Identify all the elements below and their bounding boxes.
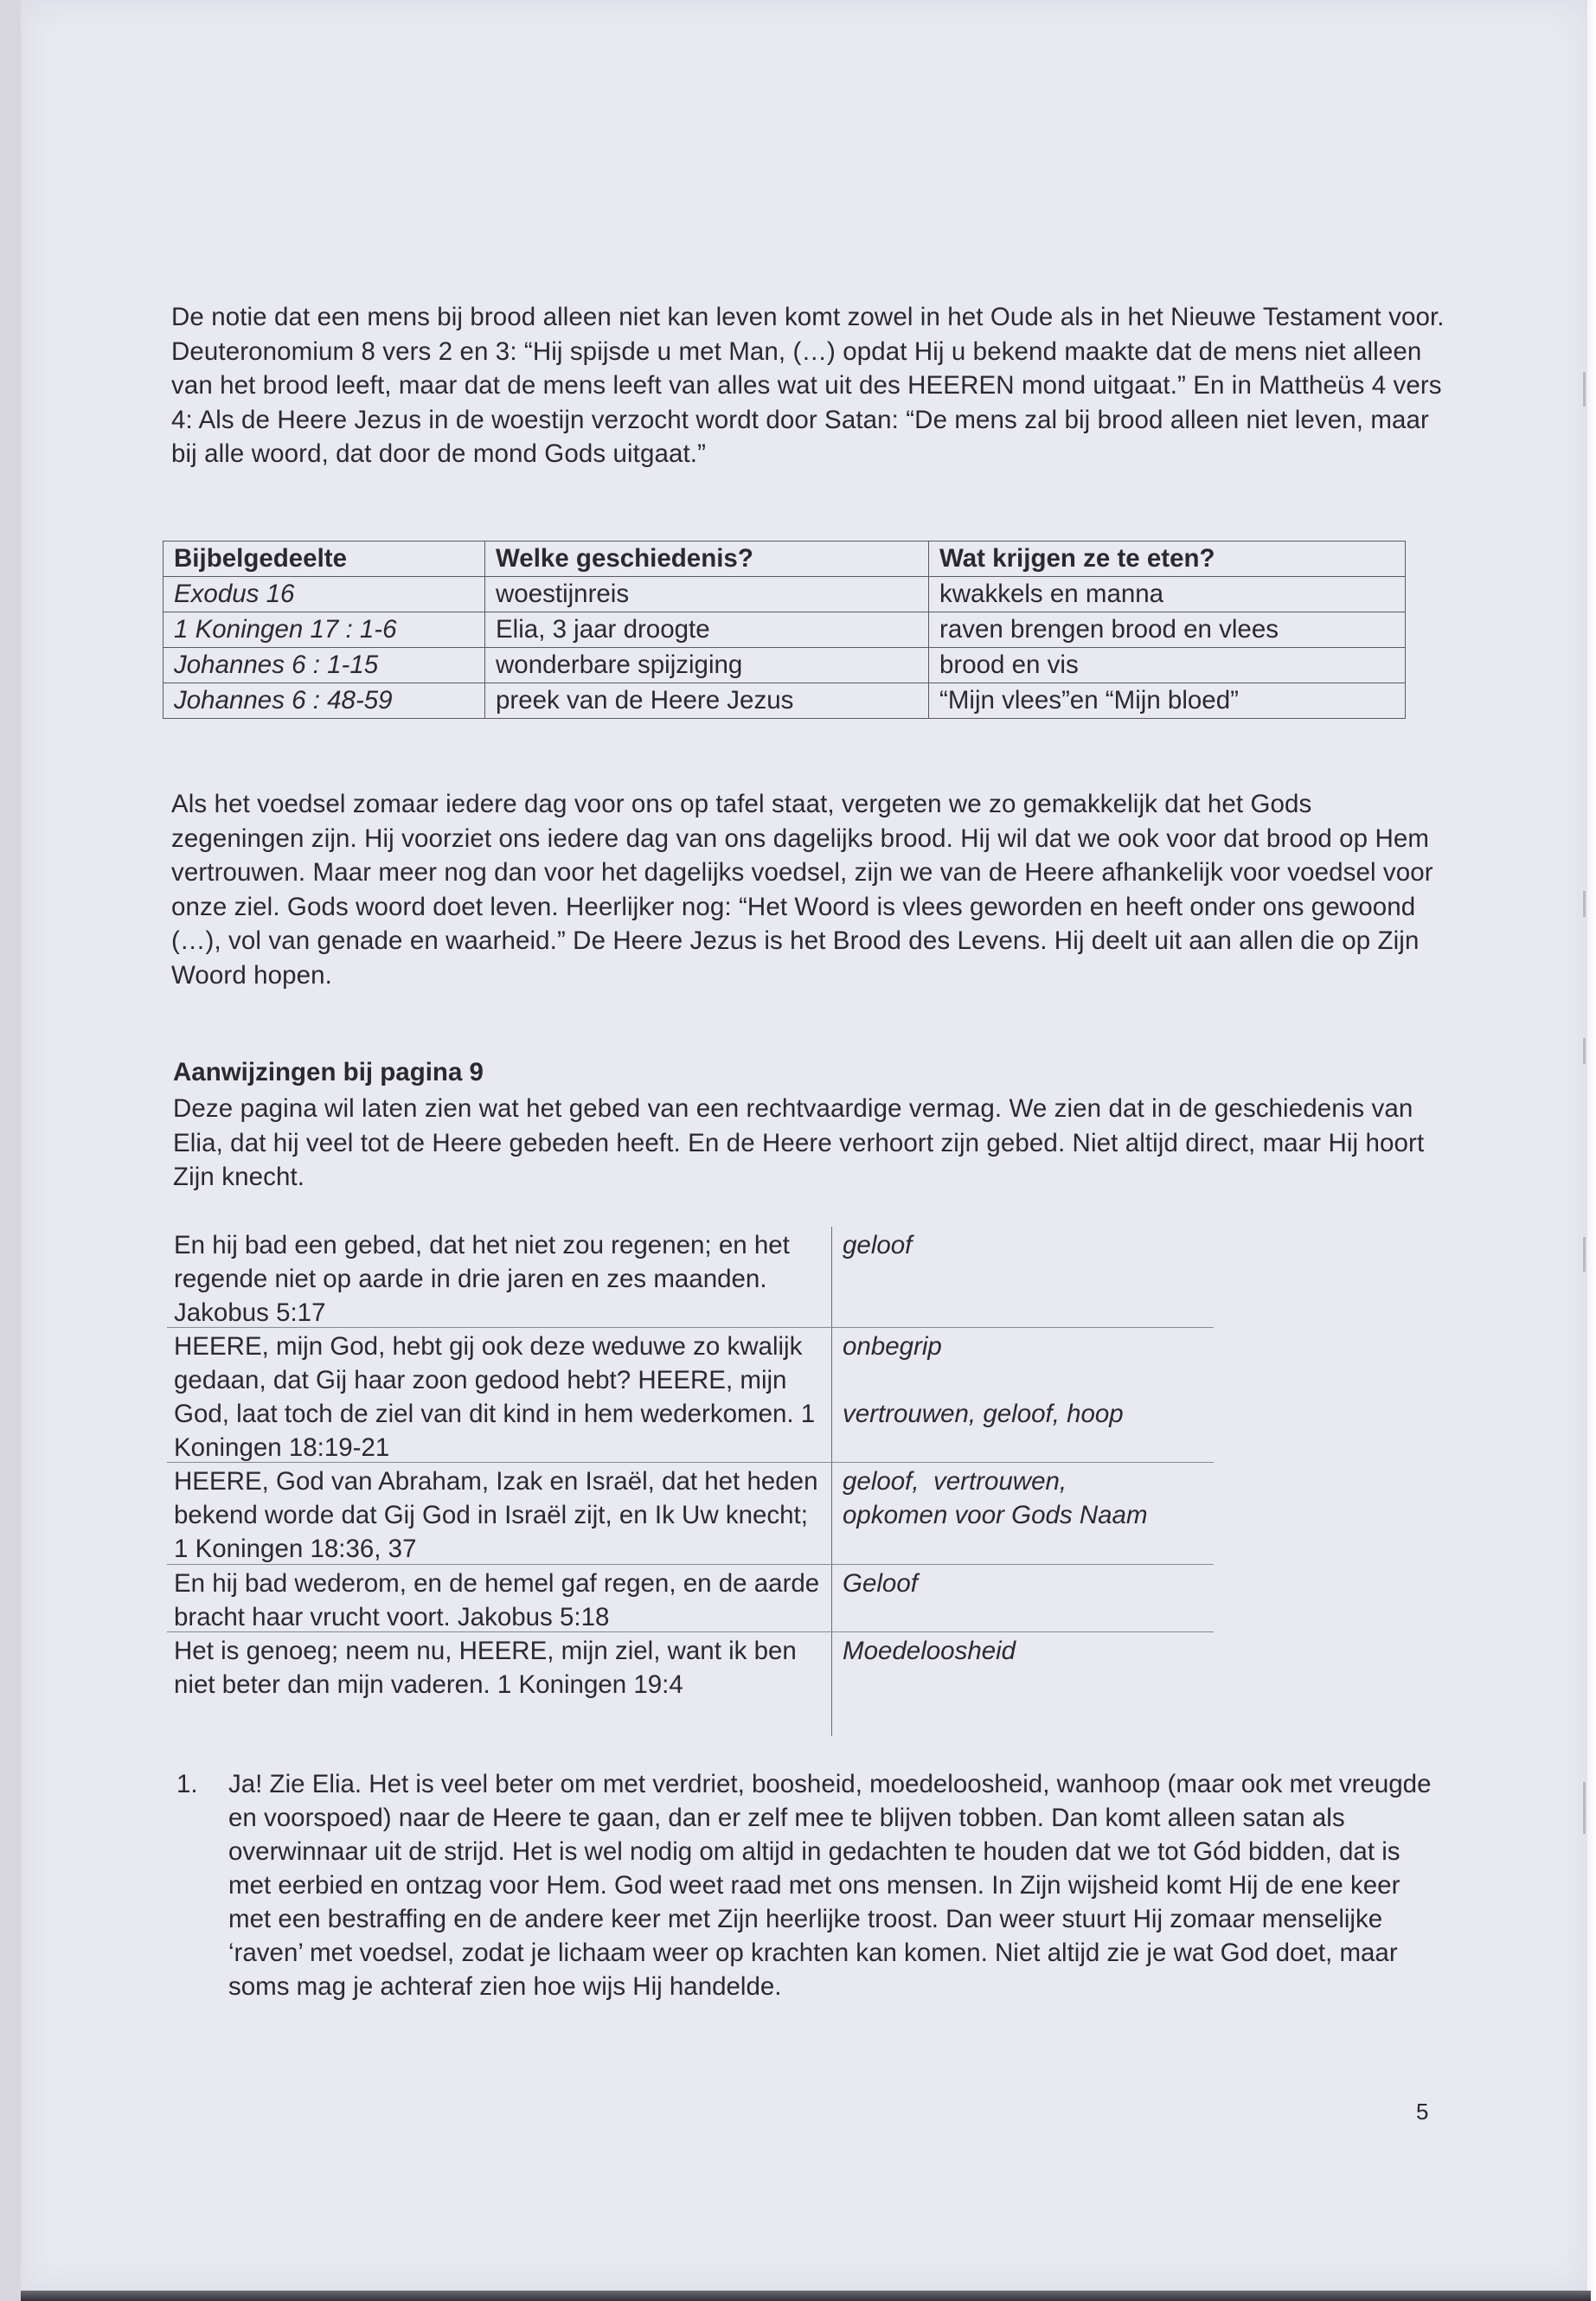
edge-mark bbox=[1583, 1782, 1586, 1834]
table-header-row bbox=[163, 542, 1406, 577]
story-cell: wonderbare spijziging bbox=[485, 648, 929, 683]
prayer-label-line: vertrouwen, geloof, hoop bbox=[843, 1400, 1124, 1428]
prayer-label bbox=[832, 1463, 1214, 1564]
page-number: 5 bbox=[1416, 2099, 1429, 2125]
prayer-quote: HEERE, God van Abraham, Izak en Israël, dat het heden bekend worde dat Gij God in Israël zijt, en Ik Uw knecht; 1 Koningen 18:36, 37 bbox=[167, 1463, 832, 1564]
prayer-quote: Het is genoeg; neem nu, HEERE, mijn ziel, want ik ben niet beter dan mijn vaderen. 1 Koningen 19:4 bbox=[167, 1632, 832, 1736]
table-row bbox=[163, 612, 1406, 648]
food-cell: raven brengen brood en vlees bbox=[929, 612, 1406, 648]
intro-paragraph: De notie dat een mens bij brood alleen niet kan leven komt zowel in het Oude als in het Nieuwe Testament voor. Deuteronomium 8 vers 2 en 3: “Hij spijsde u met Man, (…) opdat Hij u bekend maakte dat de mens niet alleen van het brood leeft, maar dat de mens leeft van alles wat uit des HEEREN mond uitgaat.” En in Mattheüs 4 vers 4: Als de Heere Jezus in de woestijn verzocht wordt door Satan: “De mens zal bij brood alleen niet leven, maar bij alle woord, dat door de mond Gods uitgaat.” bbox=[171, 303, 1445, 468]
numbered-answer bbox=[176, 1767, 1448, 2003]
prayer-row bbox=[167, 1632, 1214, 1736]
prayer-table bbox=[167, 1227, 1214, 1736]
prayer-label-line: opkomen voor Gods Naam bbox=[843, 1501, 1148, 1529]
paragraph-bread-of-life: Als het voedsel zomaar iedere dag voor ons op tafel staat, vergeten we zo gemakkelijk dat het Gods zegeningen zijn. Hij voorziet ons iedere dag van ons dagelijks brood. Hij wil dat we ook voor dat brood op Hem vertrouwen. Maar meer nog dan voor het dagelijks voedsel, zijn we van de Heere afhankelijk voor voedsel voor onze ziel. Gods woord doet leven. Heerlijker nog: “Het Woord is vlees geworden en heeft onder ons gewoond (…), vol van genade en waarheid.” De Heere Jezus is het Brood des Levens. Hij deelt uit aan allen die op Zijn Woord hopen. bbox=[171, 790, 1433, 990]
table-row bbox=[163, 648, 1406, 683]
prayer-quote: En hij bad een gebed, dat het niet zou regenen; en het regende niet op aarde in drie jaren en zes maanden. Jakobus 5:17 bbox=[167, 1227, 832, 1327]
bible-table bbox=[163, 541, 1406, 719]
prayer-label-line: Geloof bbox=[843, 1569, 918, 1598]
bible-reference: Johannes 6 : 48-59 bbox=[163, 683, 485, 719]
food-cell: kwakkels en manna bbox=[929, 577, 1406, 612]
story-cell: preek van de Heere Jezus bbox=[485, 683, 929, 719]
edge-mark bbox=[1583, 1237, 1586, 1272]
bible-reference: Exodus 16 bbox=[163, 577, 485, 612]
prayer-row bbox=[167, 1565, 1214, 1632]
section-heading: Aanwijzingen bij pagina 9 bbox=[173, 1058, 484, 1086]
food-cell: “Mijn vlees”en “Mijn bloed” bbox=[929, 683, 1406, 719]
prayer-label-line: Moedeloosheid bbox=[843, 1637, 1016, 1665]
table-row bbox=[163, 577, 1406, 612]
answer-text: Ja! Zie Elia. Het is veel beter om met verdriet, boosheid, moedeloosheid, wanhoop (maar ook met vreugde en voorspoed) naar de Heere te gaan, dan er zelf mee te blijven tobben. Dan komt alleen satan als overwinnaar uit de strijd. Het is wel nodig om altijd in gedachten te houden dat we tot Gód bidden, dat is met eerbied en ontzag voor Hem. God weet raad met ons mensen. In Zijn wijsheid komt Hij de ene keer met een bestraffing en de andere keer met Zijn heerlijke troost. Dan weer stuurt Hij zomaar menselijke ‘raven’ met voedsel, zodat je lichaam weer op krachten kan komen. Niet altijd zie je wat God doet, maar soms mag je achteraf zien hoe wijs Hij handelde. bbox=[228, 1770, 1432, 2001]
prayer-label bbox=[832, 1632, 1214, 1736]
edge-mark bbox=[1583, 372, 1586, 407]
edge-mark bbox=[1583, 1038, 1586, 1064]
prayer-label-line: geloof, vertrouwen, bbox=[843, 1467, 1067, 1496]
table-header: Welke geschiedenis? bbox=[485, 542, 929, 577]
bible-reference: 1 Koningen 17 : 1-6 bbox=[163, 612, 485, 648]
prayer-row bbox=[167, 1227, 1214, 1328]
prayer-label bbox=[832, 1227, 1214, 1327]
prayer-label bbox=[832, 1565, 1214, 1631]
prayer-label-line: onbegrip bbox=[843, 1332, 942, 1361]
prayer-quote: HEERE, mijn God, hebt gij ook deze weduwe zo kwalijk gedaan, dat Gij haar zoon gedood hebt? HEERE, mijn God, laat toch de ziel van dit kind in hem wederkomen. 1 Koningen 18:19-21 bbox=[167, 1328, 832, 1462]
table-header: Bijbelgedeelte bbox=[163, 542, 485, 577]
prayer-label bbox=[832, 1328, 1214, 1462]
table-header: Wat krijgen ze te eten? bbox=[929, 542, 1406, 577]
prayer-label-line: geloof bbox=[843, 1231, 913, 1259]
bottom-edge-strip bbox=[21, 2291, 1591, 2301]
edge-mark bbox=[1583, 891, 1586, 917]
food-cell: brood en vis bbox=[929, 648, 1406, 683]
page-edge bbox=[1587, 0, 1596, 2301]
bible-reference: Johannes 6 : 1-15 bbox=[163, 648, 485, 683]
answer-number: 1. bbox=[176, 1770, 198, 1798]
story-cell: woestijnreis bbox=[485, 577, 929, 612]
story-cell: Elia, 3 jaar droogte bbox=[485, 612, 929, 648]
prayer-row bbox=[167, 1328, 1214, 1463]
paragraph-prayer-intro: Deze pagina wil laten zien wat het gebed van een rechtvaardige vermag. We zien dat in de geschiedenis van Elia, dat hij veel tot de Heere gebeden heeft. En de Heere verhoort zijn gebed. Niet altijd direct, maar Hij hoort Zijn knecht. bbox=[173, 1094, 1425, 1191]
table-row bbox=[163, 683, 1406, 719]
prayer-row bbox=[167, 1463, 1214, 1565]
prayer-quote: En hij bad wederom, en de hemel gaf regen, en de aarde bracht haar vrucht voort. Jakobus 5:18 bbox=[167, 1565, 832, 1631]
